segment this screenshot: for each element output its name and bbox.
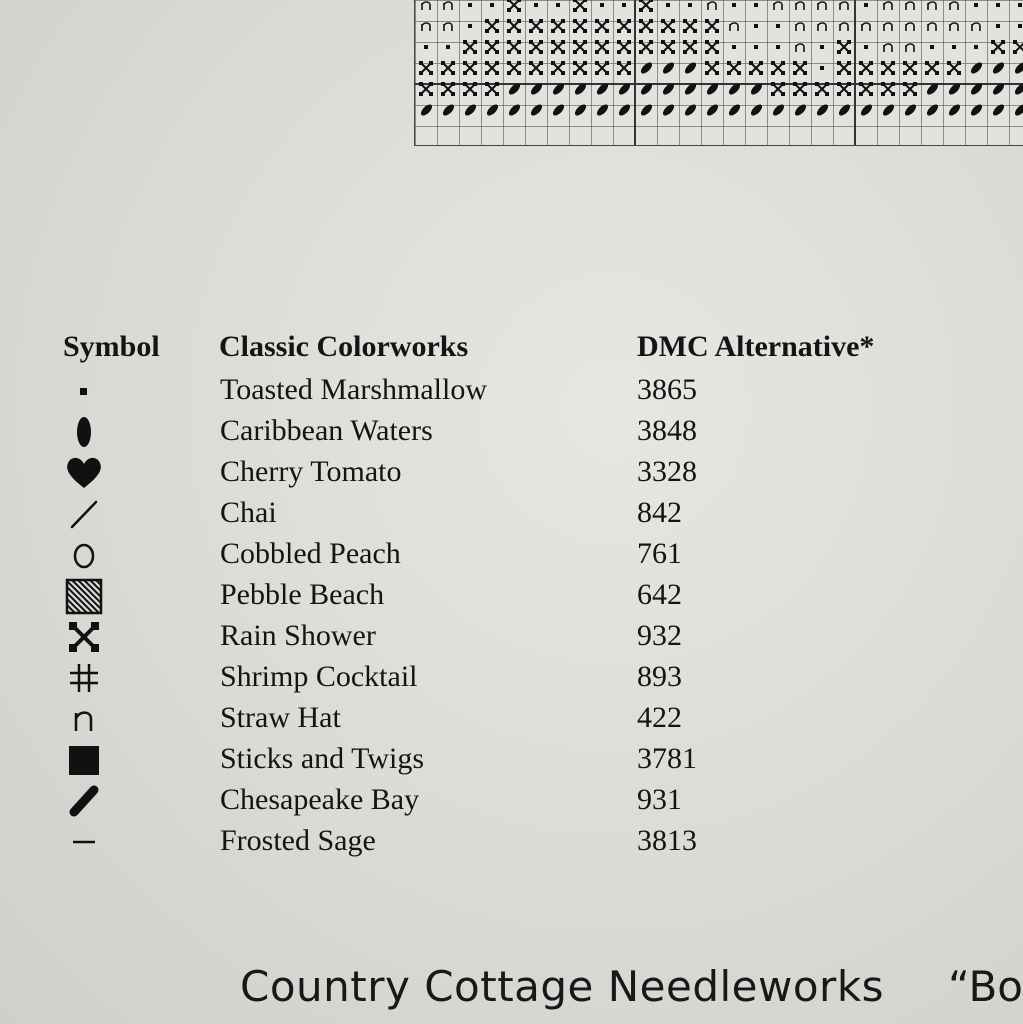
stitch-cross-x-icon (481, 57, 503, 78)
stitch-angled-bar-icon (921, 78, 943, 99)
legend-row (0, 412, 1023, 452)
stitch-n-letter-icon (789, 15, 811, 36)
stitch-small-square-icon (1009, 0, 1023, 15)
dmc-code: 3781 (637, 742, 697, 775)
stitch-angled-bar-icon (613, 78, 635, 99)
legend-row (0, 658, 1023, 698)
stitch-angled-bar-icon (547, 99, 569, 120)
stitch-small-square-icon (1009, 15, 1023, 36)
stitch-angled-bar-icon (481, 99, 503, 120)
stitch-angled-bar-icon (789, 99, 811, 120)
stitch-angled-bar-icon (657, 57, 679, 78)
legend-row (0, 822, 1023, 862)
stitch-cross-x-icon (481, 36, 503, 57)
dmc-code: 931 (637, 783, 682, 816)
cross-x-icon (64, 617, 104, 657)
chart-grid (414, 0, 1023, 146)
stitch-angled-bar-icon (679, 57, 701, 78)
stitch-angled-bar-icon (701, 99, 723, 120)
stitch-small-square-icon (921, 36, 943, 57)
stitch-n-letter-icon (789, 0, 811, 15)
stitch-angled-bar-icon (987, 57, 1009, 78)
thread-name: Shrimp Cocktail (220, 660, 418, 693)
stitch-n-letter-icon (833, 0, 855, 15)
stitch-cross-x-icon (679, 15, 701, 36)
dmc-code: 3865 (637, 373, 697, 406)
stitch-angled-bar-icon (525, 78, 547, 99)
stitch-small-square-icon (987, 0, 1009, 15)
stitch-small-square-icon (767, 36, 789, 57)
stitch-cross-x-icon (591, 15, 613, 36)
stitch-angled-bar-icon (657, 78, 679, 99)
dmc-code: 642 (637, 578, 682, 611)
stitch-n-letter-icon (921, 15, 943, 36)
stitch-angled-bar-icon (965, 57, 987, 78)
stitch-cross-x-icon (767, 57, 789, 78)
legend-row (0, 576, 1023, 616)
dmc-code: 3328 (637, 455, 697, 488)
stitch-cross-x-icon (635, 15, 657, 36)
stitch-angled-bar-icon (921, 99, 943, 120)
stitch-n-letter-icon (877, 15, 899, 36)
legend-row (0, 535, 1023, 575)
stitch-cross-x-icon (987, 36, 1009, 57)
stitch-angled-bar-icon (437, 99, 459, 120)
stitch-n-letter-icon (899, 36, 921, 57)
dmc-code: 842 (637, 496, 682, 529)
stitch-n-letter-icon (965, 15, 987, 36)
stitch-cross-x-icon (415, 57, 437, 78)
stitch-cross-x-icon (613, 15, 635, 36)
stitch-small-square-icon (745, 0, 767, 15)
dmc-code: 761 (637, 537, 682, 570)
stitch-cross-x-icon (789, 57, 811, 78)
stitch-angled-bar-icon (459, 99, 481, 120)
stitch-small-square-icon (613, 0, 635, 15)
stitch-n-letter-icon (437, 0, 459, 15)
stitch-small-square-icon (745, 15, 767, 36)
stitch-cross-x-icon (613, 36, 635, 57)
thread-name: Chesapeake Bay (220, 783, 420, 816)
circle-icon (64, 535, 104, 575)
stitch-n-letter-icon (789, 36, 811, 57)
dmc-code: 3813 (637, 824, 697, 857)
dmc-code: 932 (637, 619, 682, 652)
stitch-n-letter-icon (415, 15, 437, 36)
stitch-n-letter-icon (723, 15, 745, 36)
stitch-small-square-icon (987, 15, 1009, 36)
stitch-n-letter-icon (701, 0, 723, 15)
stitch-cross-x-icon (1009, 36, 1023, 57)
stitch-cross-x-icon (525, 15, 547, 36)
stitch-cross-x-icon (503, 36, 525, 57)
stitch-cross-x-icon (503, 57, 525, 78)
thread-name: Rain Shower (220, 619, 376, 652)
stitch-small-square-icon (723, 36, 745, 57)
header-symbol: Symbol (63, 330, 160, 363)
stitch-cross-x-icon (855, 57, 877, 78)
small-square-icon (64, 371, 104, 411)
stitch-small-square-icon (965, 0, 987, 15)
stitch-cross-x-icon (591, 36, 613, 57)
thread-name: Cobbled Peach (220, 537, 401, 570)
stitch-angled-bar-icon (745, 99, 767, 120)
stitch-cross-x-icon (745, 57, 767, 78)
stitch-n-letter-icon (943, 15, 965, 36)
stitch-cross-x-icon (591, 57, 613, 78)
thread-name: Caribbean Waters (220, 414, 433, 447)
stitch-cross-x-icon (657, 15, 679, 36)
legend-row (0, 740, 1023, 780)
stitch-angled-bar-icon (591, 78, 613, 99)
legend-row (0, 617, 1023, 657)
oval-icon (64, 412, 104, 452)
stitch-n-letter-icon (899, 0, 921, 15)
stitch-small-square-icon (855, 0, 877, 15)
hatched-square-icon (64, 576, 104, 616)
stitch-small-square-icon (811, 36, 833, 57)
stitch-angled-bar-icon (679, 78, 701, 99)
stitch-angled-bar-icon (855, 99, 877, 120)
stitch-small-square-icon (723, 0, 745, 15)
stitch-cross-x-icon (415, 78, 437, 99)
stitch-n-letter-icon (811, 0, 833, 15)
stitch-small-square-icon (679, 0, 701, 15)
thread-name: Toasted Marshmallow (220, 373, 488, 406)
stitch-angled-bar-icon (679, 99, 701, 120)
stitch-cross-x-icon (899, 78, 921, 99)
header-classic-colorworks: Classic Colorworks (219, 330, 469, 363)
header-dmc-alternative: DMC Alternative* (637, 330, 875, 363)
hash-icon (64, 658, 104, 698)
dmc-code: 893 (637, 660, 682, 693)
stitch-cross-x-icon (569, 36, 591, 57)
stitch-cross-x-icon (525, 36, 547, 57)
thread-name: Chai (220, 496, 277, 529)
stitch-angled-bar-icon (657, 99, 679, 120)
stitch-cross-x-icon (877, 57, 899, 78)
stitch-n-letter-icon (943, 0, 965, 15)
stitch-cross-x-icon (459, 57, 481, 78)
stitch-cross-x-icon (635, 36, 657, 57)
stitch-angled-bar-icon (943, 99, 965, 120)
stitch-n-letter-icon (921, 0, 943, 15)
stitch-cross-x-icon (657, 36, 679, 57)
dmc-code: 3848 (637, 414, 697, 447)
stitch-angled-bar-icon (547, 78, 569, 99)
stitch-angled-bar-icon (723, 99, 745, 120)
stitch-angled-bar-icon (1009, 78, 1023, 99)
stitch-cross-x-icon (569, 15, 591, 36)
stitch-small-square-icon (767, 15, 789, 36)
stitch-small-square-icon (591, 0, 613, 15)
stitch-small-square-icon (459, 0, 481, 15)
stitch-angled-bar-icon (635, 99, 657, 120)
stitch-small-square-icon (943, 36, 965, 57)
stitch-angled-bar-icon (635, 78, 657, 99)
stitch-cross-x-icon (833, 36, 855, 57)
stitch-cross-x-icon (789, 78, 811, 99)
stitch-small-square-icon (811, 57, 833, 78)
angled-bar-icon (64, 781, 104, 821)
legend-row (0, 371, 1023, 411)
stitch-angled-bar-icon (503, 99, 525, 120)
thread-name: Pebble Beach (220, 578, 385, 611)
stitch-cross-x-icon (767, 78, 789, 99)
stitch-cross-x-icon (679, 36, 701, 57)
stitch-cross-x-icon (701, 57, 723, 78)
stitch-angled-bar-icon (635, 57, 657, 78)
stitch-cross-x-icon (481, 15, 503, 36)
stitch-small-square-icon (481, 0, 503, 15)
stitch-cross-x-icon (811, 78, 833, 99)
stitch-cross-x-icon (701, 36, 723, 57)
stitch-angled-bar-icon (877, 99, 899, 120)
stitch-cross-x-icon (503, 0, 525, 15)
stitch-n-letter-icon (437, 15, 459, 36)
stitch-angled-bar-icon (1009, 57, 1023, 78)
stitch-angled-bar-icon (1009, 99, 1023, 120)
stitch-n-letter-icon (811, 15, 833, 36)
stitch-angled-bar-icon (503, 78, 525, 99)
stitch-cross-x-icon (437, 78, 459, 99)
stitch-angled-bar-icon (723, 78, 745, 99)
legend-row (0, 699, 1023, 739)
footer-brand: Country Cottage Needleworks (240, 962, 885, 1011)
stitch-n-letter-icon (877, 36, 899, 57)
stitch-angled-bar-icon (987, 99, 1009, 120)
stitch-angled-bar-icon (833, 99, 855, 120)
stitch-angled-bar-icon (701, 78, 723, 99)
thread-name: Frosted Sage (220, 824, 376, 857)
dash-icon (64, 822, 104, 862)
stitch-n-letter-icon (855, 15, 877, 36)
stitch-angled-bar-icon (745, 78, 767, 99)
footer-quote-fragment: “Bo (948, 962, 1023, 1011)
thread-name: Cherry Tomato (220, 455, 402, 488)
stitch-angled-bar-icon (965, 78, 987, 99)
stitch-angled-bar-icon (767, 99, 789, 120)
stitch-small-square-icon (965, 36, 987, 57)
stitch-cross-x-icon (635, 0, 657, 15)
stitch-cross-x-icon (833, 78, 855, 99)
stitch-angled-bar-icon (811, 99, 833, 120)
stitch-cross-x-icon (569, 57, 591, 78)
stitch-small-square-icon (459, 15, 481, 36)
stitch-cross-x-icon (547, 36, 569, 57)
stitch-angled-bar-icon (613, 99, 635, 120)
legend-row (0, 453, 1023, 493)
stitch-cross-x-icon (833, 57, 855, 78)
stitch-angled-bar-icon (987, 78, 1009, 99)
stitch-cross-x-icon (503, 15, 525, 36)
stitch-angled-bar-icon (965, 99, 987, 120)
stitch-cross-x-icon (899, 57, 921, 78)
stitch-small-square-icon (547, 0, 569, 15)
dmc-code: 422 (637, 701, 682, 734)
stitch-small-square-icon (657, 0, 679, 15)
stitch-cross-x-icon (459, 78, 481, 99)
stitch-small-square-icon (855, 36, 877, 57)
stitch-cross-x-icon (459, 36, 481, 57)
stitch-cross-x-icon (921, 57, 943, 78)
legend-row (0, 494, 1023, 534)
stitch-n-letter-icon (767, 0, 789, 15)
stitch-angled-bar-icon (525, 99, 547, 120)
stitch-cross-x-icon (877, 78, 899, 99)
stitch-cross-x-icon (701, 15, 723, 36)
stitch-angled-bar-icon (591, 99, 613, 120)
stitch-n-letter-icon (877, 0, 899, 15)
stitch-cross-x-icon (855, 78, 877, 99)
slash-icon (64, 494, 104, 534)
stitch-n-letter-icon (899, 15, 921, 36)
stitch-cross-x-icon (481, 78, 503, 99)
legend-row (0, 781, 1023, 821)
heart-icon (64, 453, 104, 493)
n-letter-icon (64, 699, 104, 739)
stitch-cross-x-icon (723, 57, 745, 78)
stitch-small-square-icon (745, 36, 767, 57)
filled-square-icon (64, 740, 104, 780)
stitch-small-square-icon (437, 36, 459, 57)
stitch-small-square-icon (525, 0, 547, 15)
stitch-n-letter-icon (415, 0, 437, 15)
stitch-angled-bar-icon (569, 99, 591, 120)
stitch-small-square-icon (415, 36, 437, 57)
stitch-cross-x-icon (437, 57, 459, 78)
thread-name: Straw Hat (220, 701, 341, 734)
stitch-cross-x-icon (569, 0, 591, 15)
stitch-n-letter-icon (833, 15, 855, 36)
thread-name: Sticks and Twigs (220, 742, 425, 775)
stitch-angled-bar-icon (415, 99, 437, 120)
stitch-cross-x-icon (525, 57, 547, 78)
stitch-cross-x-icon (613, 57, 635, 78)
stitch-cross-x-icon (547, 15, 569, 36)
stitch-cross-x-icon (943, 57, 965, 78)
stitch-angled-bar-icon (943, 78, 965, 99)
stitch-cross-x-icon (547, 57, 569, 78)
stitch-angled-bar-icon (569, 78, 591, 99)
stitch-angled-bar-icon (899, 99, 921, 120)
